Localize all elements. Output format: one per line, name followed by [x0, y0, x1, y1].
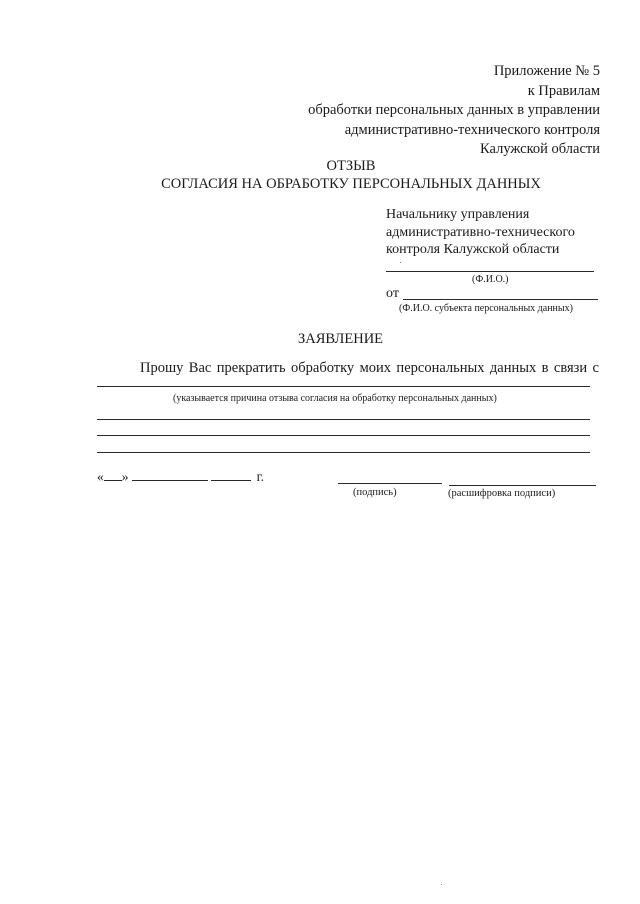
addressee-line-3: контроля Калужской области — [386, 242, 560, 257]
subject-fio-caption: (Ф.И.О. субъекта персональных данных) — [399, 303, 573, 314]
scan-speck — [441, 884, 442, 885]
decode-line[interactable] — [449, 485, 596, 486]
title-line-2: СОГЛАСИЯ НА ОБРАБОТКУ ПЕРСОНАЛЬНЫХ ДАННЫХ — [161, 176, 541, 192]
scan-speck — [400, 262, 401, 263]
appendix-rules: обработки персональных данных в управлении — [308, 102, 600, 118]
day-field[interactable] — [104, 469, 122, 481]
document-title — [0, 157, 640, 193]
statement-heading: ЗАЯВЛЕНИЕ — [298, 331, 384, 347]
statement-body: Прошу Вас прекратить обработку моих персональных данных в связи с — [140, 360, 599, 376]
addressee-line-1: Начальнику управления — [386, 207, 530, 222]
addressee-block — [386, 206, 575, 259]
year-field[interactable] — [211, 469, 251, 481]
appendix-number: Приложение № 5 — [493, 63, 600, 79]
month-field[interactable] — [132, 469, 208, 481]
date-close-quote: » — [121, 469, 129, 484]
reason-line-2[interactable] — [97, 419, 590, 420]
appendix-ref: к Правилам — [527, 82, 600, 99]
date-open-quote: « — [97, 469, 104, 484]
reason-caption: (указывается причина отзыва согласия на обработку персональных данных) — [173, 393, 497, 404]
title-line-1: ОТЗЫВ — [326, 158, 376, 174]
appendix-region: Калужской области — [480, 141, 600, 157]
from-label: от — [386, 286, 399, 301]
signature-caption: (подпись) — [353, 487, 397, 498]
appendix-header — [280, 62, 600, 160]
reason-line-1[interactable] — [97, 386, 590, 387]
signature-line[interactable] — [338, 483, 442, 484]
reason-line-4[interactable] — [97, 452, 590, 453]
date-row — [97, 469, 264, 485]
addressee-line-2: административно-технического — [386, 224, 575, 240]
year-suffix: г. — [256, 469, 265, 484]
subject-fio-line[interactable] — [403, 299, 598, 300]
head-fio-line[interactable] — [386, 271, 594, 272]
head-fio-caption: (Ф.И.О.) — [472, 274, 509, 285]
decode-caption: (расшифровка подписи) — [448, 488, 556, 499]
appendix-department: административно-технического контроля — [344, 121, 600, 138]
reason-line-3[interactable] — [97, 435, 590, 436]
